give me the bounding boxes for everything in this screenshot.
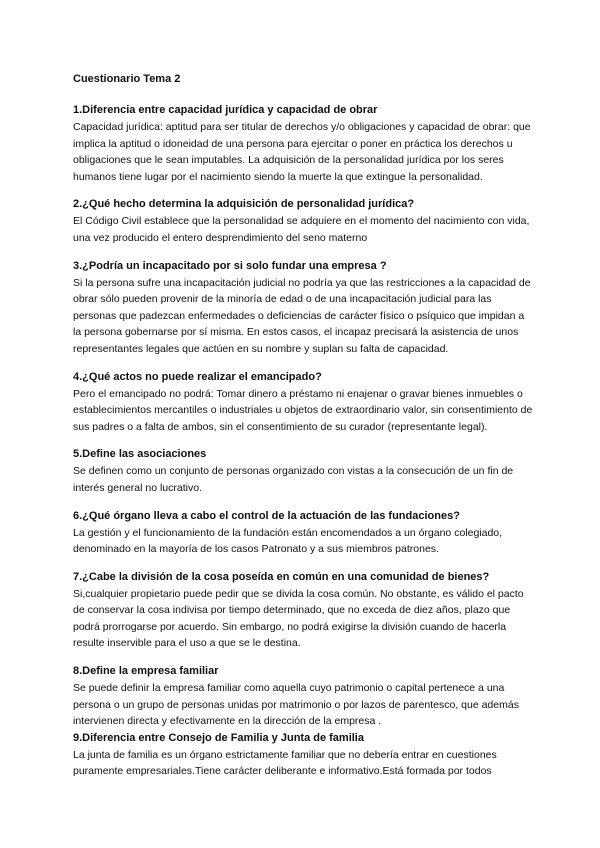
question-heading: 4.¿Qué actos no puede realizar el emancipado? xyxy=(73,370,322,383)
question-section-5 xyxy=(73,446,533,496)
question-heading: 2.¿Qué hecho determina la adquisición de personalidad jurídica? xyxy=(73,198,415,211)
answer-text: Se definen como un conjunto de personas organizado con vistas a la consecución de un fin de interés general no lucrativo. xyxy=(73,465,514,494)
document-page xyxy=(73,72,533,791)
question-heading: 9.Diferencia entre Consejo de Familia y Junta de familia xyxy=(73,731,364,744)
answer-text: Capacidad jurídica: aptitud para ser titular de derechos y/o obligaciones y capacidad de obrar: que implica la aptitud o idoneidad de una persona para ejercitar o poner en práctica los derechos u obligaciones que le sean imputables. La adquisición de la personalidad jurídica por los seres humanos tiene lugar por el nacimiento siendo la muerte la que extingue la personalidad. xyxy=(73,121,531,183)
question-heading: 5.Define las asociaciones xyxy=(73,448,207,461)
answer-text: La junta de familia es un órgano estrictamente familiar que no debería entrar en cuestiones puramente empresariales.Tiene carácter deliberante e informativo.Está formada por todos xyxy=(73,748,497,778)
answer-text: La gestión y el funcionamiento de la fundación están encomendados a un órgano colegiado, denominado en la mayoría de los casos Patronato y a sus miembros patrones. xyxy=(73,526,503,556)
question-section-8 xyxy=(73,663,533,730)
question-heading: 3.¿Podría un incapacitado por si solo fundar una empresa ? xyxy=(73,259,387,272)
question-heading: 1.Diferencia entre capacidad jurídica y capacidad de obrar xyxy=(73,104,378,116)
question-section-4 xyxy=(73,369,533,436)
question-heading: 7.¿Cabe la división de la cosa poseída en común en una comunidad de bienes? xyxy=(73,570,490,583)
document-title: Cuestionario Tema 2 xyxy=(73,73,181,85)
question-section-7 xyxy=(73,569,533,652)
answer-text: El Código Civil establece que la personalidad se adquiere en el momento del nacimiento con vida, una vez producido el entero desprendimiento del seno materno xyxy=(73,215,530,244)
answer-text: Se puede definir la empresa familiar como aquella cuyo patrimonio o capital pertenece a una persona o un grupo de personas unidas por matrimonio o por lazos de parentesco, que además intervienen directa y efectivamente en la dirección de la empresa . xyxy=(73,682,519,728)
answer-text: Si,cualquier propietario puede pedir que se divida la cosa común. No obstante, es válido el pacto de conservar la cosa indivisa por tiempo determinado, que no exceda de diez años, plazo que podrá prorrogarse por acuerdo. Sin embargo, no podrá exigirse la división cuando de hacerla resulte inservible para el uso a que se le destina. xyxy=(73,587,524,650)
question-section-6 xyxy=(73,508,533,558)
question-section-1 xyxy=(73,102,533,185)
question-heading: 8.Define la empresa familiar xyxy=(73,665,219,678)
answer-text: Si la persona sufre una incapacitación judicial no podría ya que las restricciones a la capacidad de obrar sólo pueden provenir de la minoría de edad o de una incapacitación judicial para las personas que padezcan enfermedades o deficiencias de carácter físico o psíquico que impidan a la persona gobernarse por sí misma. En estos casos, el incapaz precisará la asistencia de unos representantes legales que actúen en su nombre y suplan su falta de capacidad. xyxy=(73,276,531,355)
question-section-3 xyxy=(73,258,533,358)
question-section-2 xyxy=(73,196,533,246)
question-heading: 6.¿Qué órgano lleva a cabo el control de la actuación de las fundaciones? xyxy=(73,509,460,522)
question-section-9 xyxy=(73,730,533,780)
answer-text: Pero el emancipado no podrá: Tomar dinero a préstamo ni enajenar o gravar bienes inmuebles o establecimientos mercantiles o industriales u objetos de extraordinario valor, sin consentimiento de sus padres o a falta de ambos, sin el consentimiento de su curador (representante legal). xyxy=(73,387,533,433)
